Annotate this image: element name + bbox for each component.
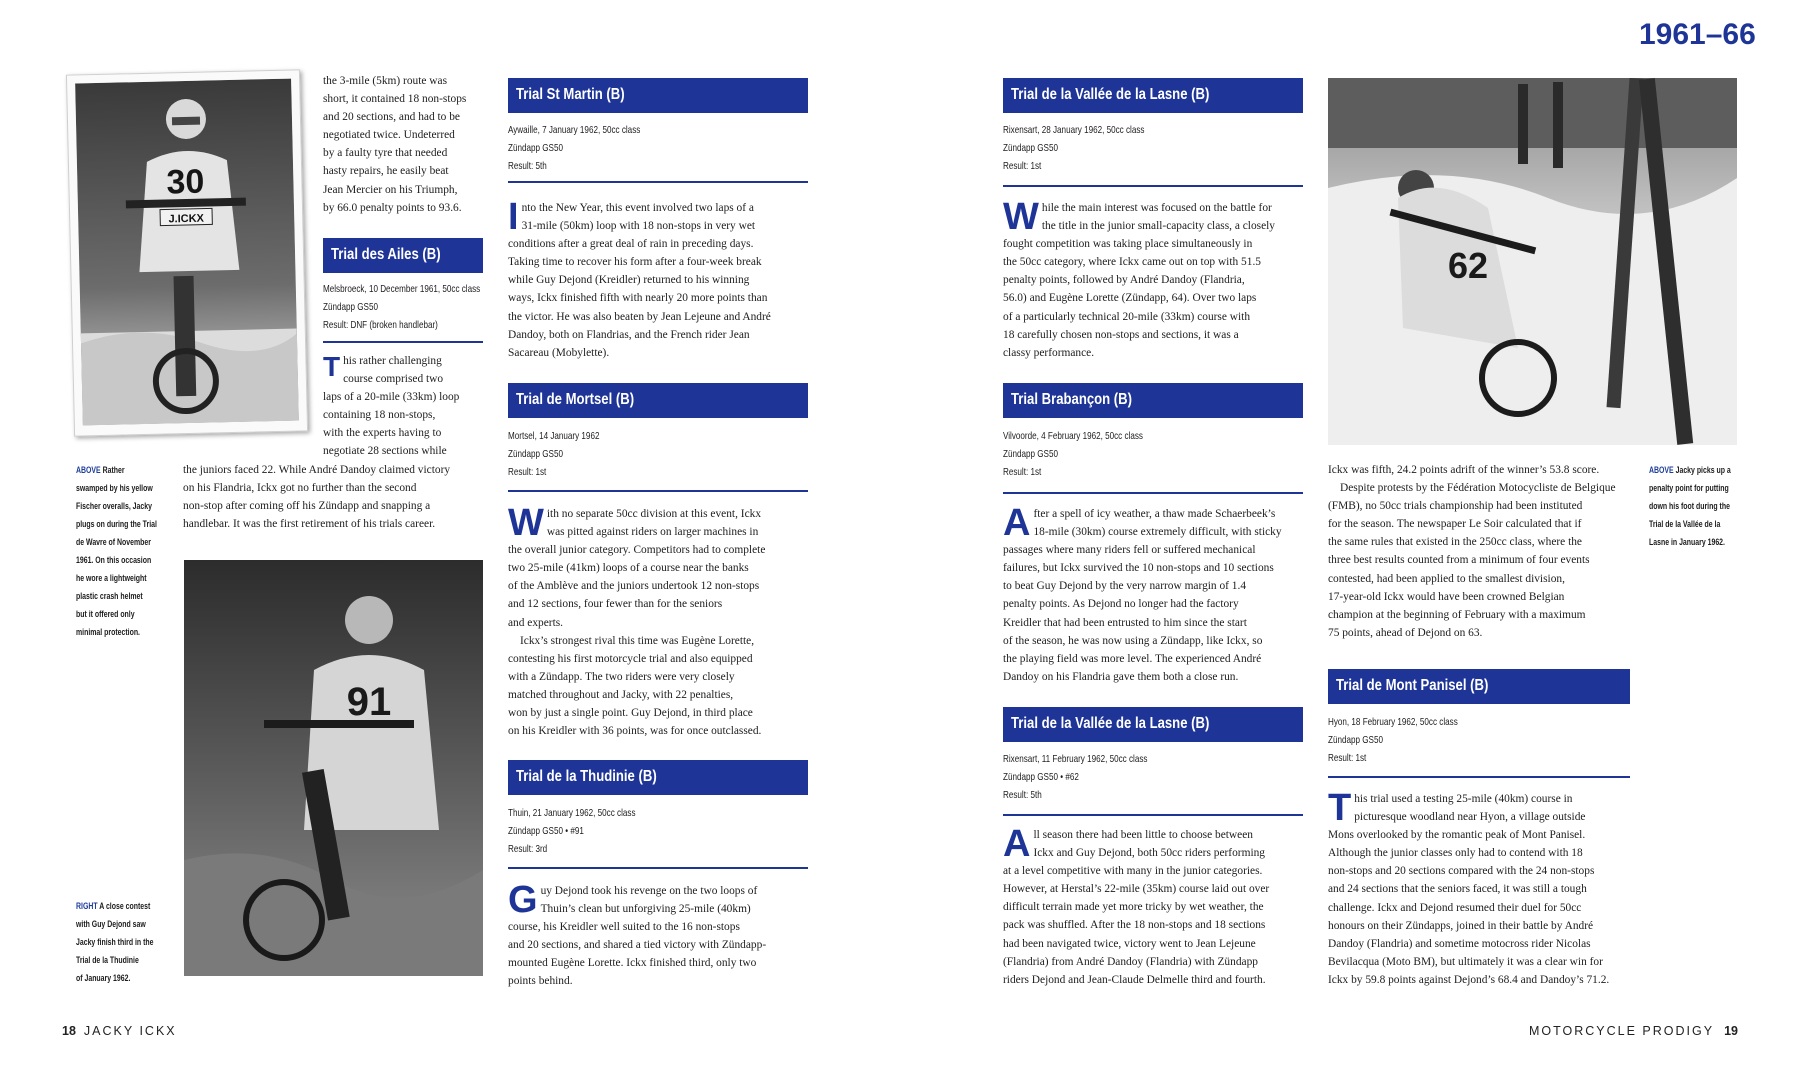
running-title-right: MOTORCYCLE PRODIGY bbox=[1528, 1024, 1715, 1038]
page-number-right: 19 bbox=[1724, 1024, 1738, 1038]
meta-trial-vallee-lasne-1: Rixensart, 28 January 1962, 50cc class Zündapp GS50 Result: 1st bbox=[1003, 125, 1145, 172]
drop-cap: W bbox=[508, 502, 544, 544]
section-rule bbox=[1003, 185, 1303, 187]
meta-trial-mont-panisel: Hyon, 18 February 1962, 50cc class Zündapp GS50 Result: 1st bbox=[1328, 717, 1458, 764]
body-trial-brabancon: A fter a spell of icy weather, a thaw made Schaerbeek’s 18-mile (30km) course extremely difficult, with sticky passages where many riders fell or suffered mechanical failures, but Ickx survived the 10 non-stops and 10 sections to beat Guy Dejond by the very narrow margin of 1.4 penalty points. As Dejond no longer had the factory Kreidler that had been entrusted to him since the start of the season, he was now using a Zündapp, like Ickx, so the playing field was more level. The experienced André Dandoy on his Flandria gave them both a close run. bbox=[1003, 502, 1282, 683]
photo-rider-62-snow bbox=[1328, 78, 1737, 445]
meta-trial-de-la-thudinie: Thuin, 21 January 1962, 50cc class Zündapp GS50 • #91 Result: 3rd bbox=[508, 808, 636, 855]
section-rule bbox=[1328, 776, 1630, 778]
col4-text: Ickx was fifth, 24.2 points adrift of the winner’s 53.8 score. Despite protests by the Fédération Motocycliste de Belgique (FMB), no 50cc trials championship had been instituted for the season. The newspaper Le Soir calculated that if the same rules that existed in the 250cc class, where the three best results counted from a minimum of four events contested, had been applied to the smallest division, 17-year-old Ickx would have been crowned Belgian champion at the beginning of February with a maximum 75 points, ahead of Dejond on 63. bbox=[1328, 464, 1616, 639]
section-rule bbox=[323, 341, 483, 343]
section-header-trial-vallee-lasne-1: Trial de la Vallée de la Lasne (B) bbox=[1003, 78, 1303, 113]
section-header-trial-st-martin: Trial St Martin (B) bbox=[508, 78, 808, 113]
section-header-trial-de-mortsel: Trial de Mortsel (B) bbox=[508, 383, 808, 418]
chapter-years: 1961–66 bbox=[1639, 18, 1756, 51]
body-trial-st-martin: I nto the New Year, this event involved two laps of a 31-mile (50km) loop with 18 non-stops in very wet conditions after a great deal of rain in preceding days. Taking time to recover his form after a four-week break while Guy Dejond (Kreidler) returned to his winning ways, Ickx finished fifth with nearly 20 more points than the victor. He was also beaten by Jean Lejeune and André Dandoy, both on Flandrias, and the French rider Jean Sacareau (Mobylette). bbox=[508, 196, 771, 359]
photo2-race-number: 91 bbox=[346, 680, 392, 724]
meta-trial-des-ailes: Melsbroeck, 10 December 1961, 50cc class Zündapp GS50 Result: DNF (broken handlebar) bbox=[323, 284, 481, 331]
meta-trial-vallee-lasne-2: Rixensart, 11 February 1962, 50cc class Zündapp GS50 • #62 Result: 5th bbox=[1003, 754, 1148, 801]
photo1-plate-text: J.ICKX bbox=[168, 212, 205, 226]
footer-right bbox=[1529, 1024, 1738, 1038]
photo-rider-30 bbox=[75, 79, 299, 426]
section-header-trial-vallee-lasne-2: Trial de la Vallée de la Lasne (B) bbox=[1003, 707, 1303, 742]
body-trial-de-la-thudinie: G uy Dejond took his revenge on the two loops of Thuin’s clean but unforgiving 25-mile (40km) course, his Kreidler well suited to the 16 non-stops and 20 sections, and shared a tied victory with Zündapp- mounted Eugène Lorette. Ickx finished third, only two points behind. bbox=[508, 879, 767, 988]
section-header-trial-de-la-thudinie: Trial de la Thudinie (B) bbox=[508, 760, 808, 795]
col1-intro: the 3-mile (5km) route was short, it contained 18 non-stops and 20 sections, and had to be negotiated twice. Undeterred by a faulty tyre that needed hasty repairs, he easily beat Jean Mercier on his Triumph, by 66.0 penalty points to 93.6. bbox=[323, 75, 467, 214]
running-title-left: JACKY ICKX bbox=[83, 1024, 177, 1038]
section-header-trial-brabancon: Trial Brabançon (B) bbox=[1003, 383, 1303, 418]
body-trial-de-mortsel: W ith no separate 50cc division at this event, Ickx was pitted against riders on larger machines in the overall junior category. Competitors had to complete two 25-mile (41km) loops of a course near the banks of the Amblève and the juniors undertook 12 non-stops and 12 sections, four fewer than for the seniors and experts. Ickx’s strongest rival this time was Eugène Lorette, contesting his first motorcycle trial and also equipped with a Zündapp. The two riders were very closely matched throughout and Jacky, with 22 penalties, won by just a single point. Guy Dejond, in third place on his Kreidler with 36 points, was for once outclassed. bbox=[508, 502, 766, 738]
photo-rider-91 bbox=[184, 560, 483, 976]
body-trial-des-ailes-narrow: T his rather challenging course comprised two laps of a 20-mile (33km) loop containing 18 non-stops, with the experts having to negotiate 28 sections while bbox=[323, 351, 460, 458]
meta-trial-brabancon: Vilvoorde, 4 February 1962, 50cc class Zündapp GS50 Result: 1st bbox=[1003, 431, 1143, 478]
photo3-race-number: 62 bbox=[1447, 245, 1489, 286]
section-rule bbox=[1003, 492, 1303, 494]
caption-right-left: RIGHT A close contest with Guy Dejond saw Jacky finish third in the Trial de la Thudinie of January 1962. bbox=[76, 900, 154, 983]
drop-cap: W bbox=[1003, 196, 1039, 238]
section-rule bbox=[508, 867, 808, 869]
body-trial-des-ailes-wide: the juniors faced 22. While André Dandoy claimed victory on his Flandria, Ickx got no further than the second non-stop after coming off his Zündapp and snapping a handlebar. It was the first retirement of his trials career. bbox=[183, 464, 451, 531]
body-trial-mont-panisel: T his trial used a testing 25-mile (40km) course in picturesque woodland near Hyon, a village outside Mons overlooked by the romantic peak of Mont Panisel. Although the junior classes only had to contend with 18 non-stops and 20 sections compared with the 24 non-stops and 24 sections that the seniors faced, it was still a tough challenge. Ickx and Dejond resumed their duel for 50cc honours on their Zündapps, joined in their battle by André Dandoy (Flandria) and sometime motocross rider Nicolas Bevilacqua (Moto BM), but ultimately it was a clear win for Ickx by 59.8 points against Dejond’s 68.4 and Dandoy’s 71.2. bbox=[1328, 787, 1610, 986]
section-rule bbox=[1003, 814, 1303, 816]
drop-cap: T bbox=[323, 351, 341, 382]
page-number-left: 18 bbox=[62, 1024, 76, 1038]
drop-cap: G bbox=[508, 879, 538, 921]
drop-cap: A bbox=[1003, 823, 1031, 865]
drop-cap: I bbox=[508, 196, 519, 238]
meta-trial-de-mortsel: Mortsel, 14 January 1962 Zündapp GS50 Result: 1st bbox=[508, 431, 600, 478]
meta-trial-st-martin: Aywaille, 7 January 1962, 50cc class Zündapp GS50 Result: 5th bbox=[508, 125, 641, 172]
drop-cap: T bbox=[1328, 787, 1352, 829]
photo-frame-rider-30 bbox=[66, 69, 308, 436]
body-trial-vallee-lasne-2: A ll season there had been little to choose between Ickx and Guy Dejond, both 50cc riders performing at a level competitive with many in the junior categories. However, at Herstal’s 22-mile (35km) course laid out over difficult terrain made yet more tricky by wet weather, the pack was shuffled. After the 18 non-stops and 18 sections had been navigated twice, victory went to Jean Lejeune (Flandria) from André Dandoy (Flandria) with Zündapp riders Dejond and Jean-Claude Delmelle third and fourth. bbox=[1003, 823, 1270, 986]
section-rule bbox=[508, 181, 808, 183]
caption-above-left: ABOVE Rather swamped by his yellow Fischer overalls, Jacky plugs on during the Trial de Wavre of November 1961. On this occasion he wore a lightweight plastic crash helmet but it offered only minimal protection. bbox=[76, 464, 157, 637]
section-header-trial-mont-panisel: Trial de Mont Panisel (B) bbox=[1328, 669, 1630, 704]
drop-cap: A bbox=[1003, 502, 1031, 544]
section-rule bbox=[508, 490, 808, 492]
body-trial-vallee-lasne-1: W hile the main interest was focused on the battle for the title in the junior small-capacity class, a closely fought competition was taking place simultaneously in the 50cc category, where Ickx came out on top with 51.5 penalty points, followed by André Dandoy (Flandria, 56.0) and Eugène Lorette (Zündapp, 64). Over two laps of a particularly technical 20-mile (33km) course with 18 carefully chosen non-stops and sections, it was a classy performance. bbox=[1003, 196, 1275, 359]
photo1-race-number: 30 bbox=[166, 162, 205, 202]
section-header-trial-des-ailes: Trial des Ailes (B) bbox=[323, 238, 483, 273]
caption-above-right: ABOVE Jacky picks up a penalty point for putting down his foot during the Trial de la Vallée de la Lasne in January 1962. bbox=[1649, 464, 1731, 547]
footer-left bbox=[62, 1024, 177, 1038]
